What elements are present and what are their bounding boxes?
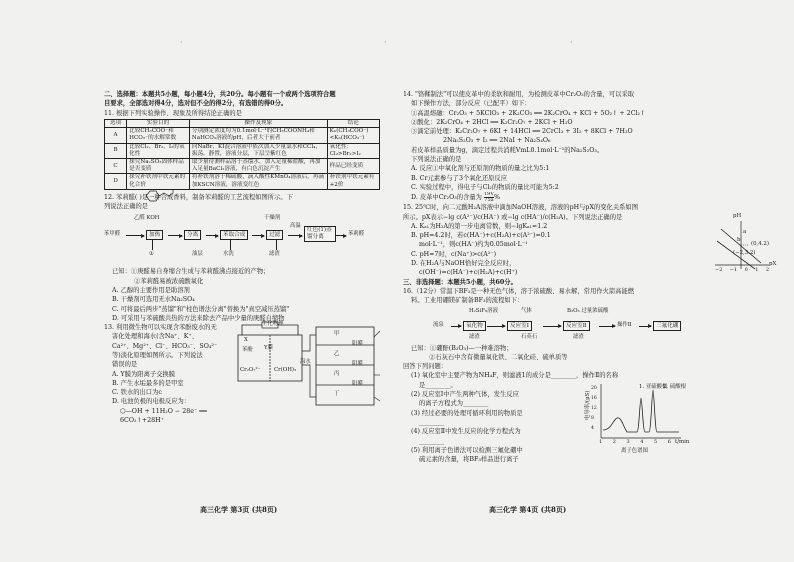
table-cell: C xyxy=(105,158,127,173)
flow-below-label: 滤渣 xyxy=(269,251,280,258)
flow-branch-line xyxy=(152,240,153,250)
q15-option-a: A. Kₐ₁为H₂A的第一步电离常数，则−lgKₐ₁=1.2 xyxy=(411,222,548,230)
q15-stem-cont: 所示。pX表示−lg c(A²⁻)/c(HA⁻) 或−lg c(HA⁻)/c(H₂A)。下列说法正确的是 xyxy=(403,213,623,221)
flow-arrow xyxy=(168,235,182,236)
table-cell: 氧化性：Cl₂>Br₂>I₂ xyxy=(327,143,379,158)
chart-x-label: t/min xyxy=(675,439,690,446)
flow-arrow xyxy=(206,235,218,236)
q16-sub-4-cont: ________ xyxy=(419,437,445,445)
q16-known-2: ②石灰石中含有微量氧化铁、二氧化硅、硫单质等 xyxy=(429,353,568,361)
flow-step-box: 氧化物 xyxy=(463,321,486,331)
q12-known-2: ②苯莉醛易被浓硫酸氧化 xyxy=(134,277,204,285)
graph-x-ticks xyxy=(715,267,769,273)
q14-option-d: D. 皮革中Cr₂O₃的含量为 $\frac{19V}{75a}$ % xyxy=(411,192,500,204)
table-cell: 比较CH₃COO⁻和HCO₃⁻的水解常数 xyxy=(127,128,190,143)
diagram-label: 阴膜 xyxy=(352,361,363,368)
q13-equation-cont: 6CO₂↑+28H⁺ xyxy=(120,417,164,425)
diagram-label: 丙 xyxy=(334,371,340,378)
table-cell: Kₕ(CH₃COO⁻)<Kₕ(HCO₃⁻) xyxy=(327,128,379,143)
flow-step-box: 红色(1)蒸馏分离 xyxy=(304,226,336,242)
table-row xyxy=(105,174,380,189)
q16-sub-1: (1) 氧化室中主要产物为NH₄F，则滤液1的成分是________，操作Ⅱ的名称 xyxy=(411,372,619,380)
phenol-ring-icon: ⬡ xyxy=(120,407,126,415)
q14-option-c: C. 实验过程中，得电子与Cl₂的物质的量比可能为5:2 xyxy=(411,183,559,191)
table-row xyxy=(105,143,380,158)
q14-ask: 下列说法正确的是 xyxy=(411,156,462,164)
table-cell: 探究Na₂SO₃固体样品是否变质 xyxy=(127,158,190,173)
tick-label: 1 xyxy=(755,267,759,274)
q13-option-a: A. Y膜为阳离子交换膜 xyxy=(112,370,176,378)
flow-step-box: 反应室Ⅰ xyxy=(507,321,532,331)
diagram-label: 乙 xyxy=(334,351,340,358)
option-text: D. 皮革中Cr₂O₃的含量为 xyxy=(411,194,482,202)
q13-stem: 害化处理和海水(含Na⁺、K⁺、 xyxy=(112,333,199,341)
q16-ask: 回答下列问题： xyxy=(403,363,448,371)
flow-top-label: 高温 xyxy=(290,223,301,230)
q14-reaction-1: ①高温熔融：Cr₂O₃ + 5KClO₃ + 2K₂CO₃ ══ 2K₂CrO₄ + KCl + 5O₂↑ + 2Cl₂↑ xyxy=(411,109,646,117)
tick-label: 3 xyxy=(626,439,630,446)
scan-mark: · xyxy=(180,38,183,47)
diagram-label: 生化物理 xyxy=(262,321,284,328)
q16-sub-3-cont: ________ xyxy=(419,418,445,426)
scan-mark: · xyxy=(384,38,387,47)
scan-mark: · xyxy=(570,38,573,47)
chart-y-ticks xyxy=(591,384,597,434)
table-row xyxy=(105,128,380,143)
q16-stem: 16.（12分）常温下BF₃是一种无色气体，溶于浓硫酸、易水解，常用作火箭高能燃 xyxy=(403,287,635,295)
q15-block xyxy=(403,203,776,277)
diagram-label: 阳膜 xyxy=(352,341,363,348)
q11-stem: 11. 根据下列实验操作、现象及所得结论正确的是 xyxy=(104,109,242,117)
tick-label: −1 xyxy=(729,267,738,274)
q13-stem: 等)淡化原理如图所示。下列说法 xyxy=(112,351,203,359)
q13-stem: 13. 利用微生物可以实现含苯酚废水的无 xyxy=(104,324,217,332)
diagram-label: 海水 xyxy=(300,359,311,366)
page-footer: 高三化学 第4页 (共8页) xyxy=(489,505,567,514)
flow-reagent-label: 乙醛 KOH xyxy=(134,215,160,222)
table-cell: 将补铁剂溶于稀硫酸，滴入酸性KMnO₄溶液后，再滴加KSCN溶液，溶液变红色 xyxy=(189,174,327,189)
tick-label: 2 xyxy=(765,267,769,274)
q15-stem: 15. 25℃时，向二元酸H₂A溶液中滴加NaOH溶液，溶液的pH与pX的变化关系如图 xyxy=(403,204,639,212)
flow-arrow xyxy=(599,326,615,327)
q14-reaction-4: 2Na₂S₂O₃ + I₂ ══ 2NaI + Na₂S₄O₆ xyxy=(443,137,551,145)
tick-label: 8 xyxy=(591,416,594,422)
flow-arrow xyxy=(126,235,144,236)
q16-sub-2: (2) 反应室Ⅰ中产生两种气体，发生反应 xyxy=(411,391,519,399)
fraction-denominator: 75a xyxy=(484,197,494,204)
table-header: 结论 xyxy=(327,119,379,127)
q14-reaction-2: ②酸化：2K₂CrO₄ + 2HCl ══ K₂Cr₂O₇ + 2KCl + H₂O xyxy=(411,118,573,126)
q16-sub-2-cont: 的离子方程式为________ xyxy=(419,400,489,408)
q16-process-flow xyxy=(403,308,776,342)
q16-sub-1-cont: 是________。 xyxy=(419,381,457,389)
tick-label: 12 xyxy=(591,406,597,412)
tick-label: −2 xyxy=(715,267,723,274)
q12-process-flow xyxy=(104,213,383,265)
flow-top-label: H₂SiF₆溶液 xyxy=(469,307,498,314)
q16-sub-5-cont: 硫元素的含量，将BF₃样品进行离子 xyxy=(419,456,519,464)
table-cell: 样品已经变质 xyxy=(327,158,379,173)
q12-option-b: B. 干燥剂可选用无水Na₂SO₄ xyxy=(112,296,195,304)
flow-step-box: 反应室Ⅱ xyxy=(563,321,590,331)
q15-option-d: D. 在H₂A与NaOH恰好完全反应时， xyxy=(411,260,516,268)
diagram-label: Cr(OH)₃ xyxy=(274,367,297,374)
page-footer: 高三化学 第3页 (共8页) xyxy=(200,505,278,514)
q12-option-c: C. 可将最后两步"蒸馏"和"柱色谱法分离"替换为"真空减压蒸馏" xyxy=(112,305,290,313)
q11-table xyxy=(104,119,380,190)
q15-option-b: B. pH=4.2时，若c(HA⁻)+c(H₂A)+c(A²⁻)=0.1 xyxy=(411,232,551,240)
q13-equation xyxy=(104,407,234,416)
flow-step-box: 加热 xyxy=(146,230,163,240)
flow-top-label: B₂O₃ 过量浓硫酸 xyxy=(567,307,609,314)
flow-arrow xyxy=(336,235,346,236)
graph-point-label: (−2,3.2) xyxy=(733,250,756,257)
section-2-heading: 二、选择题：本题共5小题，每小题4分，共20分。每小题有一个或两个选项符合题 xyxy=(104,91,336,98)
exam-page-4 xyxy=(397,0,794,562)
diagram-label: 丁 xyxy=(334,391,340,398)
q12-known-1: 已知：①庚醛易自身缩合生成与苯莉醛沸点接近的产物； xyxy=(112,268,270,276)
tick-label: 6 xyxy=(667,439,671,446)
flow-step-box: 苯取合成 xyxy=(220,230,248,240)
q13-option-c: C. 铁水的出口为c xyxy=(112,389,162,397)
table-header: 选项 xyxy=(105,119,127,127)
chart-x-ticks xyxy=(599,439,671,445)
flow-below-label: 石英石 xyxy=(521,333,538,340)
q13-stem: 错误的是 xyxy=(112,361,138,369)
graph-axis-label: pH xyxy=(733,213,742,220)
q12-option-d: D. 可采用与苯硫酸共热的方法来除去产品中少量的庚醛自缩物 xyxy=(112,314,285,322)
jasminaldehyde-structure-icon xyxy=(142,189,192,203)
table-cell: 补铁剂中铁元素有+2价 xyxy=(327,174,379,189)
q12-option-a: A. 乙醇的主要作用是助溶剂 xyxy=(112,286,190,294)
fraction xyxy=(484,192,494,203)
flow-step-label: 操作Ⅱ xyxy=(617,321,632,328)
flow-arrow xyxy=(288,235,302,236)
graph-line-label: b xyxy=(737,237,741,244)
equation-text: —OH + 11H₂O − 28e⁻ ══ xyxy=(125,407,207,415)
flow-top-label: 气体 xyxy=(521,307,532,314)
tick-label: 4 xyxy=(591,426,594,432)
flow-arrow xyxy=(451,326,461,327)
diagram-label: 苯酚 xyxy=(242,347,253,354)
q15-option-c: C. pH=7时，c(Na⁺)>c(A²⁻) xyxy=(411,250,497,258)
flow-arrow xyxy=(639,326,651,327)
chart-legend-2: 2. 硫酸根 xyxy=(663,384,687,391)
tick-label: 16 xyxy=(591,396,597,402)
table-cell: B xyxy=(105,143,127,158)
flow-arrow xyxy=(487,326,505,327)
flow-end-label: 苯莉醛 xyxy=(348,231,365,238)
q14-stem-cont: 如下操作方法，部分反应（已配平）如下： xyxy=(411,100,531,108)
table-row xyxy=(105,158,380,173)
flow-start-label: 苯甲醛 xyxy=(104,231,121,238)
flow-branch-line xyxy=(276,240,277,250)
table-cell: 向NaBr、KI混合溶液中依次加入少量氯水和CCl₄，振荡，静置，溶液分层，下层呈紫红色 xyxy=(189,143,327,158)
q13-option-b: B. 产生水垢最多的是甲室 xyxy=(112,379,184,387)
flow-arrow xyxy=(252,235,264,236)
section-3-heading: 三、非选择题：本题共5小题，共60分。 xyxy=(403,278,517,286)
q13-block xyxy=(104,323,383,433)
tick-label: 1 xyxy=(599,439,603,446)
tick-label: 5 xyxy=(654,439,658,446)
diagram-label: Cr₂O₇²⁻ xyxy=(240,367,261,374)
tick-label: 20 xyxy=(591,386,597,392)
q16-sub-5: (5) 利用离子色谱法可以检测三氟化硼中 xyxy=(411,446,523,454)
chart-legend-1: 1. 亚硫酸根 xyxy=(639,384,668,391)
graph-line-label: a xyxy=(743,229,747,236)
table-cell: 取少量待测样品溶于蒸馏水，加入足量稀盐酸，再加入足量BaCl₂溶液，有白色沉淀产生 xyxy=(189,158,327,173)
q14-option-b: B. Cr元素参与了3个氧化还原反应 xyxy=(411,174,508,182)
q14-option-a: A. 反应①中氧化剂与还原剂的物质的量之比为5:1 xyxy=(411,165,550,173)
flow-below-label: 滤渣 xyxy=(469,333,480,340)
diagram-label: Y膜 xyxy=(264,345,273,352)
flow-end-box: 三氟化硼 xyxy=(653,321,681,331)
flow-arrow xyxy=(543,326,561,327)
graph-axis-label: pX xyxy=(769,261,777,268)
flow-below-label: 水洗 xyxy=(223,251,234,258)
q15-option-d-cont: c(OH⁻)=c(HA⁻)+c(H₂A)+c(H⁺) xyxy=(419,269,518,277)
q16-sub-3: (3) 经过必要的处理可循环利用的物质是 xyxy=(411,409,523,417)
flow-below-label: 滤渣 xyxy=(573,333,584,340)
q16-lower-block xyxy=(403,384,776,464)
q14-reaction-3: ③滴定前处理：K₂Cr₂O₇ + 6KI + 14HCl ══ 2CrCl₃ + 3I₂ + 8KCl + 7H₂O xyxy=(411,128,633,136)
table-cell: 比较Cl₂、Br₂、I₂的氧化性 xyxy=(127,143,190,158)
table-cell: D xyxy=(105,174,127,189)
chart-y-label: 电导率/(μS) xyxy=(585,390,591,421)
section-2-heading-cont: 目要求，全部选对得4分，选对但不全的得2分，有选错的得0分。 xyxy=(104,100,288,108)
fraction-numerator: 19V xyxy=(483,192,494,198)
flow-step-box: 过滤 xyxy=(266,230,283,240)
table-cell: 分别测定浓度均为0.1mol·L⁻¹的CH₃COONH₄和NaHCO₃溶液的pH，后者大于前者 xyxy=(189,128,327,143)
q13-option-d: D. 电池负极的电极反应为： xyxy=(112,398,191,406)
q14-stem: 14. "铬鞣制法"可以使皮革中的柔软和耐用，为检测皮革中Cr₂O₃的含量，可以采取 xyxy=(403,91,635,98)
q14-condition: 若皮革样品质量为g，滴定过程共消耗VmL0.1mol·L⁻¹的Na₂S₂O₃。 xyxy=(411,146,604,154)
q16-sub-4: (4) 反应室Ⅱ中发生反应的化学方程式为 xyxy=(411,428,521,436)
diagram-label: 甲 xyxy=(334,331,340,338)
table-header-row xyxy=(105,119,380,127)
tick-label: 4 xyxy=(640,439,644,446)
table-cell: 探究补铁剂中铁元素的化合价 xyxy=(127,174,190,189)
tick-label: 2 xyxy=(612,439,616,446)
q12-stem-cont: 列说法正确的是 xyxy=(104,203,149,211)
graph-point-label: (0,4.2) xyxy=(751,241,769,248)
table-header: 实验目的 xyxy=(127,119,190,127)
flow-below-label: ① xyxy=(149,251,154,258)
q13-stem: Ca²⁺、Mg²⁺、Cl⁻、HCO₃⁻、SO₄²⁻ xyxy=(112,342,218,350)
flow-below-label: 油层 xyxy=(192,251,203,258)
q16-stem-cont: 料。工业用硼镁矿制备BF₃的流程如下： xyxy=(411,297,524,305)
flow-top-label: 干燥剂 xyxy=(264,215,281,222)
q16-known-1: 已知：①硼酐(B₂O₃)—一种难溶物； xyxy=(411,344,513,352)
table-header: 操作及现象 xyxy=(189,119,327,127)
flow-branch-line xyxy=(230,240,231,250)
diagram-label: X xyxy=(244,337,248,344)
diagram-label: 阳膜 xyxy=(352,381,363,388)
chart-caption: 离子色谱图 xyxy=(621,448,648,455)
tick-label: 0 xyxy=(744,267,748,274)
q15-option-b-cont: mol·L⁻¹，则c(HA⁻)约为0.05mol·L⁻¹ xyxy=(419,241,528,249)
flow-step-box: 分离 xyxy=(184,230,201,240)
flow-start-label: 流泉 xyxy=(433,321,444,328)
q12-stem: 12. 苯莉醛( )是一种合成香料，制备苯莉醛的工艺流程如图所示。下 xyxy=(104,193,293,201)
table-cell: A xyxy=(105,128,127,143)
